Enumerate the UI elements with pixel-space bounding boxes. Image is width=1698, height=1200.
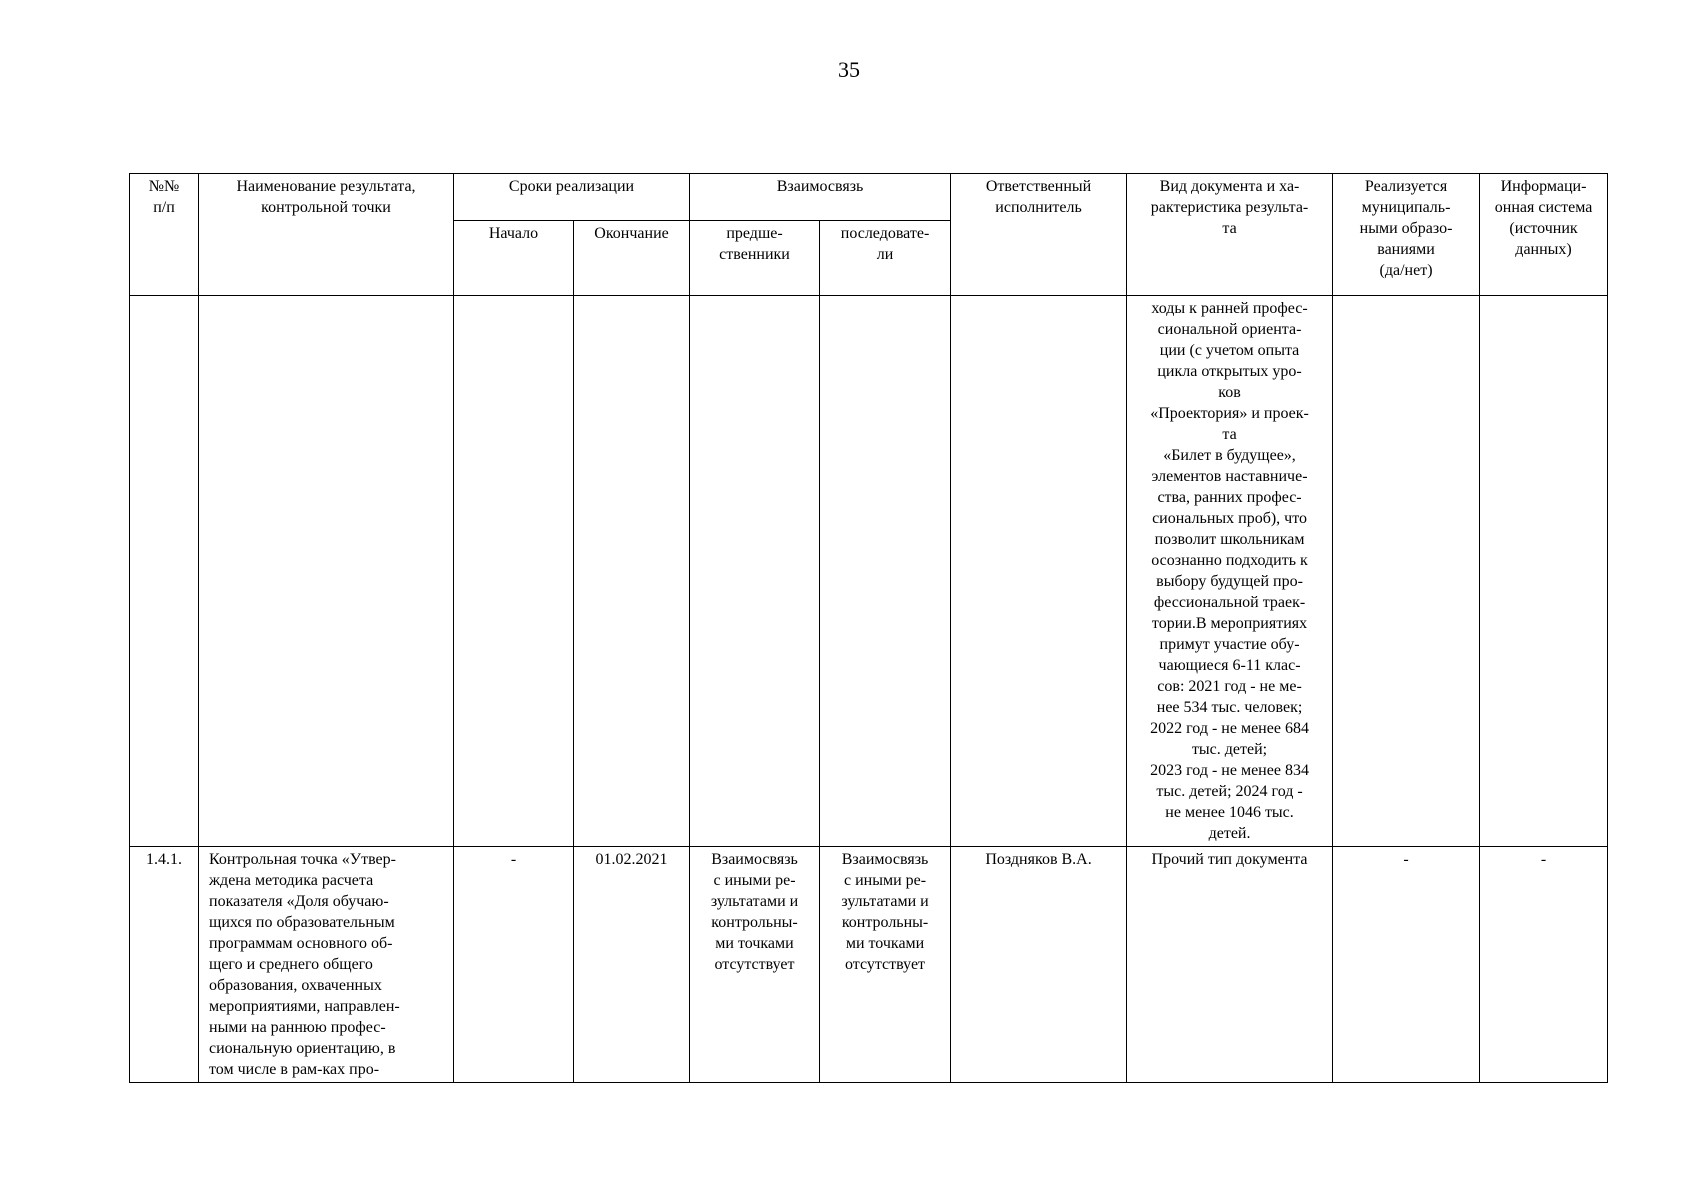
plan-table [129, 173, 1608, 1083]
table-row [130, 847, 1608, 1083]
cell-municipal: - [1333, 847, 1480, 1083]
cell-name: Контрольная точка «Утвер- ждена методика расчета показателя «Доля обучаю- щихся по образовательным программам основного об- щего и среднего общего образования, охваченных мероприятиями, направлен- ными на раннюю профес- сиональную ориентацию, в том числе в рам-ках про- [199, 847, 454, 1083]
page-number: 35 [838, 57, 860, 82]
table-row-continuation [130, 296, 1608, 847]
header-num: №№ п/п [130, 174, 199, 296]
header-municipal: Реализуется муниципаль- ными образо- ваниями (да/нет) [1333, 174, 1480, 296]
cell-num: 1.4.1. [130, 847, 199, 1083]
header-responsible: Ответственный исполнитель [951, 174, 1127, 296]
header-terms: Сроки реализации [454, 174, 690, 221]
cell-info-system: - [1480, 847, 1608, 1083]
table-header-row [130, 174, 1608, 221]
cell-doc-type-continuation: ходы к ранней профес- сиональной ориента- ции (с учетом опыта цикла открытых уро- ков «Проектория» и проек- та «Билет в будущее», элементов наставниче- ства, ранних профес- сиональных проб), что позволит школьникам осознанно подходить к выбору будущей про- фессиональной траек- тории.В мероприятиях примут участие обу- чающиеся 6-11 клас- сов: 2021 год - не ме- нее 534 тыс. человек; 2022 год - не менее 684 тыс. детей; 2023 год - не менее 834 тыс. детей; 2024 год - не менее 1046 тыс. детей. [1127, 296, 1333, 847]
header-start: Начало [454, 221, 574, 296]
header-info-system: Информаци- онная система (источник данных) [1480, 174, 1608, 296]
header-doc-type: Вид документа и ха- рактеристика результа- та [1127, 174, 1333, 296]
cell-empty [130, 296, 199, 847]
cell-end: 01.02.2021 [574, 847, 690, 1083]
header-successors: последовате- ли [820, 221, 951, 296]
header-end: Окончание [574, 221, 690, 296]
cell-empty [574, 296, 690, 847]
cell-doc-type: Прочий тип документа [1127, 847, 1333, 1083]
cell-empty [1333, 296, 1480, 847]
cell-empty [199, 296, 454, 847]
cell-successors: Взаимосвязь с иными ре- зультатами и контрольны- ми точками отсутствует [820, 847, 951, 1083]
cell-empty [690, 296, 820, 847]
header-relation: Взаимосвязь [690, 174, 951, 221]
header-predecessors: предше- ственники [690, 221, 820, 296]
cell-empty [951, 296, 1127, 847]
cell-empty [1480, 296, 1608, 847]
cell-empty [454, 296, 574, 847]
header-name: Наименование результата, контрольной точки [199, 174, 454, 296]
cell-responsible: Поздняков В.А. [951, 847, 1127, 1083]
cell-predecessors: Взаимосвязь с иными ре- зультатами и контрольны- ми точками отсутствует [690, 847, 820, 1083]
cell-empty [820, 296, 951, 847]
cell-start: - [454, 847, 574, 1083]
